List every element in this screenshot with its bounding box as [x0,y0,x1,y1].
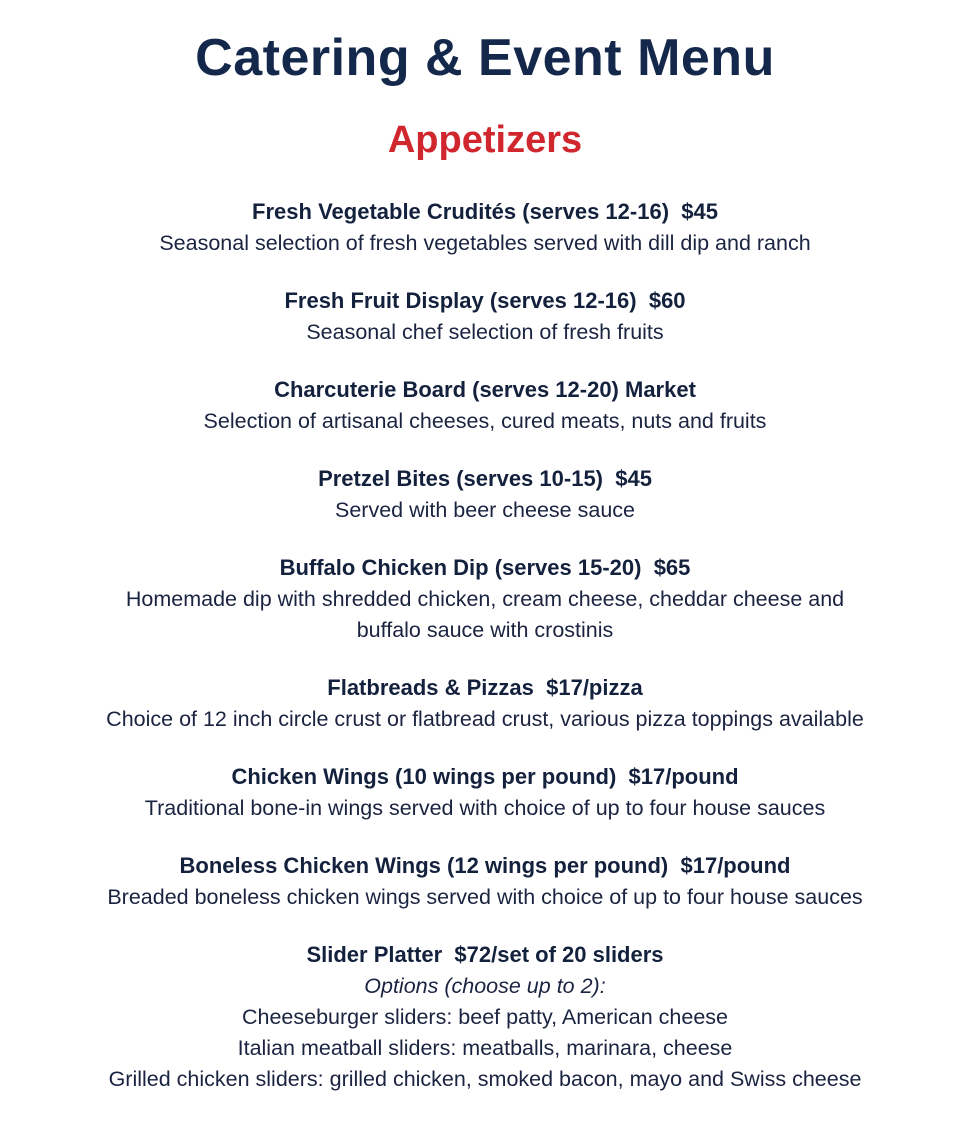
option-line: Grilled chicken sliders: grilled chicken, smoked bacon, mayo and Swiss cheese [108,1067,862,1091]
menu-item [0,761,970,824]
item-name: Pretzel Bites (serves 10-15) $45 [318,466,652,491]
appetizer-list [0,196,970,1121]
menu-item [0,939,970,1095]
item-name: Fresh Fruit Display (serves 12-16) $60 [284,288,686,313]
option-line: Italian meatball sliders: meatballs, marinara, cheese [237,1036,733,1060]
section-heading-appetizers: Appetizers [387,119,583,161]
menu-item [0,552,970,646]
item-name: Boneless Chicken Wings (12 wings per pound) $17/pound [179,853,791,878]
item-name: Buffalo Chicken Dip (serves 15-20) $65 [279,555,691,580]
item-name: Fresh Vegetable Crudités (serves 12-16) $45 [252,199,718,224]
menu-item [0,672,970,735]
item-description-line: buffalo sauce with crostinis [356,618,614,642]
item-description: Choice of 12 inch circle crust or flatbread crust, various pizza toppings available [106,707,864,731]
item-name: Charcuterie Board (serves 12-20) Market [274,377,696,402]
item-description: Breaded boneless chicken wings served with choice of up to four house sauces [107,885,863,909]
item-description-line: Homemade dip with shredded chicken, cream cheese, cheddar cheese and [125,587,845,611]
menu-item [0,285,970,348]
item-description: Seasonal selection of fresh vegetables served with dill dip and ranch [159,231,811,255]
options-label: Options (choose up to 2): [364,974,606,998]
menu-item [0,463,970,526]
item-description: Selection of artisanal cheeses, cured meats, nuts and fruits [203,409,767,433]
menu-item [0,374,970,437]
item-description: Seasonal chef selection of fresh fruits [306,320,664,344]
item-name: Slider Platter $72/set of 20 sliders [306,942,664,967]
item-description: Served with beer cheese sauce [335,498,635,522]
menu-item [0,850,970,913]
menu-title: Catering & Event Menu [195,29,775,87]
item-name: Flatbreads & Pizzas $17/pizza [327,675,643,700]
item-description: Traditional bone-in wings served with choice of up to four house sauces [144,796,826,820]
menu-item [0,196,970,259]
option-line: Cheeseburger sliders: beef patty, American cheese [241,1005,728,1029]
item-name: Chicken Wings (10 wings per pound) $17/pound [231,764,739,789]
